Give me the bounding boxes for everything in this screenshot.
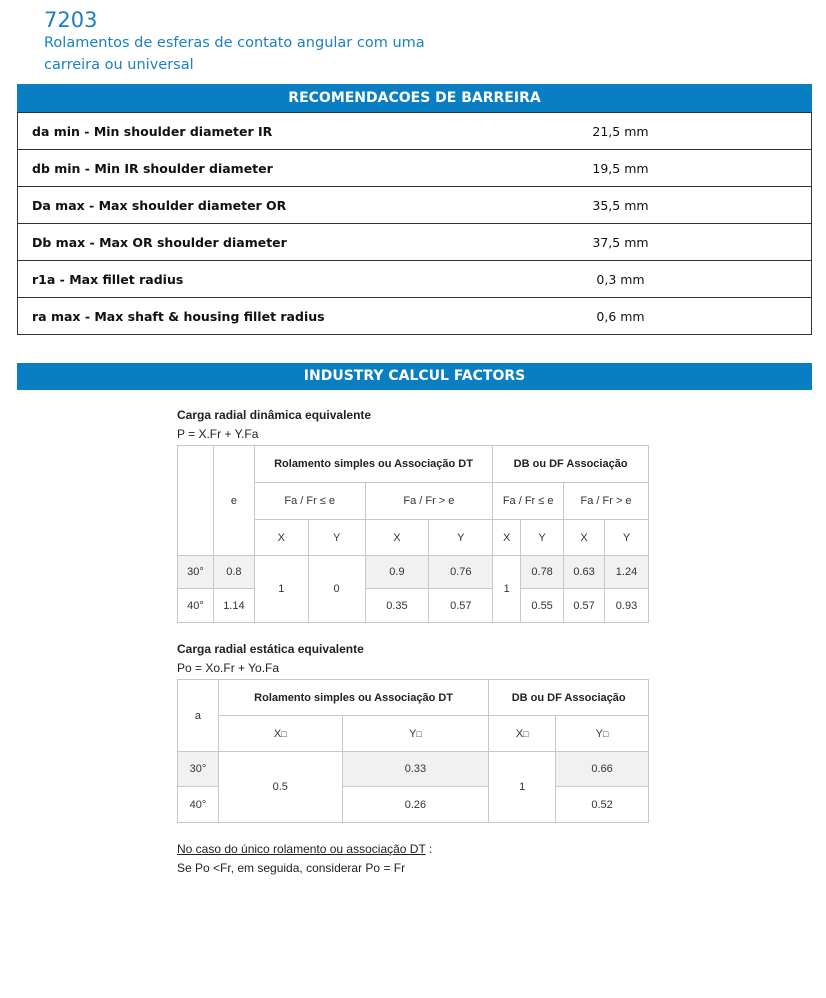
value-cell: 0.57 (429, 589, 493, 623)
value-cell: 0.78 (521, 556, 564, 589)
table-row (178, 556, 649, 589)
col-y: Y (429, 520, 493, 556)
col-y: Y (604, 520, 648, 556)
value-cell: 0.35 (365, 589, 429, 623)
table-row (18, 224, 812, 261)
value-cell: 0 (308, 556, 365, 623)
industry-header: INDUSTRY CALCUL FACTORS (17, 363, 812, 390)
x0-label: X (273, 727, 282, 740)
value-cell: 0.52 (556, 787, 649, 823)
table-row (18, 298, 812, 335)
value-cell: 0.33 (342, 752, 489, 787)
col-e: e (213, 446, 254, 556)
angle-cell: 40° (178, 589, 214, 623)
table-row (18, 187, 812, 224)
group-single: Rolamento simples ou Associação DT (254, 446, 492, 483)
value-cell: 1 (254, 556, 308, 623)
row-label: r1a - Max fillet radius (18, 261, 431, 298)
row-value: 37,5 mm (430, 224, 812, 261)
col-y: Y (521, 520, 564, 556)
calculation-factors-figure (172, 400, 652, 884)
angle-cell: 30° (178, 556, 214, 589)
row-value: 19,5 mm (430, 150, 812, 187)
row-value: 35,5 mm (430, 187, 812, 224)
value-cell: 0.26 (342, 787, 489, 823)
static-factors-table (177, 679, 649, 823)
value-cell: 0.8 (213, 556, 254, 589)
value-cell: 0.93 (604, 589, 648, 623)
col-x: X (365, 520, 429, 556)
value-cell: 0.57 (564, 589, 605, 623)
col-x: X (493, 520, 521, 556)
col-x0: X□ (489, 716, 556, 752)
recommendations-table (17, 112, 812, 335)
note-text: Se Po <Fr, em seguida, considerar Po = Fr (177, 861, 406, 875)
col-x0: X□ (218, 716, 342, 752)
static-load-formula: Po = Xo.Fr + Yo.Fa (177, 661, 280, 675)
value-cell: 0.55 (521, 589, 564, 623)
cond-gt: Fa / Fr > e (365, 483, 493, 520)
group-pair: DB ou DF Associação (493, 446, 649, 483)
cond-le: Fa / Fr ≤ e (254, 483, 365, 520)
angle-cell: 40° (178, 787, 219, 823)
row-label: Da max - Max shoulder diameter OR (18, 187, 431, 224)
dynamic-load-formula: P = X.Fr + Y.Fa (177, 427, 259, 441)
row-value: 0,6 mm (430, 298, 812, 335)
value-cell: 0.66 (556, 752, 649, 787)
cond-gt: Fa / Fr > e (564, 483, 649, 520)
dynamic-load-title: Carga radial dinâmica equivalente (177, 408, 372, 422)
value-cell: 1.24 (604, 556, 648, 589)
col-x: X (564, 520, 605, 556)
cond-le: Fa / Fr ≤ e (493, 483, 564, 520)
y0-label: Y (595, 727, 604, 740)
product-description: Rolamentos de esferas de contato angular com uma carreira ou universal (44, 35, 425, 73)
group-pair: DB ou DF Associação (489, 680, 649, 716)
dynamic-factors-table (177, 445, 649, 623)
table-row (18, 150, 812, 187)
value-cell: 1 (489, 752, 556, 823)
y0-label: Y (409, 727, 417, 740)
row-label: ra max - Max shaft & housing fillet radius (18, 298, 431, 335)
table-row (178, 589, 649, 623)
table-row (178, 752, 649, 787)
value-cell: 0.63 (564, 556, 605, 589)
table-row (18, 261, 812, 298)
value-cell: 1 (493, 556, 521, 623)
product-code: 7203 (44, 8, 98, 32)
angle-cell: 30° (178, 752, 219, 787)
row-label: da min - Min shoulder diameter IR (18, 113, 431, 150)
x0-label: X (515, 727, 524, 740)
col-x: X (254, 520, 308, 556)
row-label: db min - Min IR shoulder diameter (18, 150, 431, 187)
row-value: 21,5 mm (430, 113, 812, 150)
note-link: No caso do único rolamento ou associação DT (177, 842, 426, 856)
note-colon: : (425, 842, 433, 856)
recommendations-header: RECOMENDACOES DE BARREIRA (17, 84, 812, 112)
table-row (18, 113, 812, 150)
row-value: 0,3 mm (430, 261, 812, 298)
col-y: Y (308, 520, 365, 556)
row-label: Db max - Max OR shoulder diameter (18, 224, 431, 261)
value-cell: 0.76 (429, 556, 493, 589)
group-single: Rolamento simples ou Associação DT (218, 680, 488, 716)
static-load-title: Carga radial estática equivalente (177, 642, 364, 656)
value-cell: 1.14 (213, 589, 254, 623)
value-cell: 0.5 (218, 752, 342, 823)
col-a: a (178, 680, 219, 752)
value-cell: 0.9 (365, 556, 429, 589)
col-y0: Y□ (556, 716, 649, 752)
col-y0: Y□ (342, 716, 489, 752)
note-line-1 (177, 842, 432, 856)
